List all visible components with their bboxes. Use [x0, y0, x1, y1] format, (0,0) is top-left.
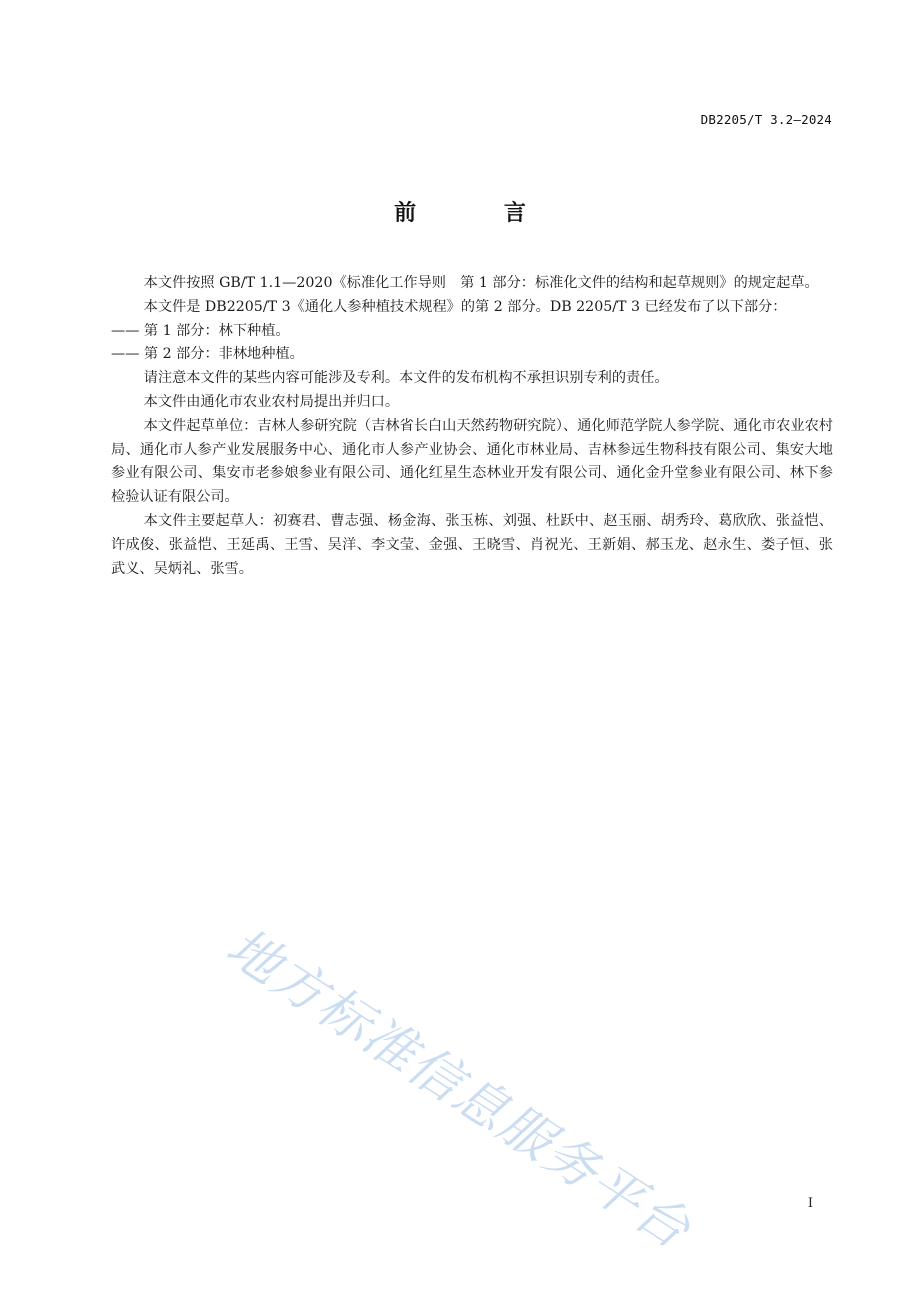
paragraph-patent-notice: 请注意本文件的某些内容可能涉及专利。本文件的发布机构不承担识别专利的责任。 — [143, 370, 669, 387]
page-title: 前 言 — [394, 201, 566, 226]
document-code: DB2205/T 3.2—2024 — [700, 112, 832, 127]
list-item-part-2: —— 第 2 部分：非林地种植。 — [111, 346, 304, 363]
paragraph-part-info: 本文件是 DB2205/T 3《通化人参种植技术规程》的第 2 部分。DB 2205/T 3 已经发布了以下部分： — [143, 298, 787, 315]
list-item-part-1: —— 第 1 部分：林下种植。 — [111, 322, 290, 339]
watermark: 地方标准信息服务平台 — [215, 916, 702, 1262]
paragraph-drafting-units: 本文件起草单位：吉林人参研究院（吉林省长白山天然药物研究院）、通化师范学院人参学院、通化市农业农村局、通化市人参产业发展服务中心、通化市人参产业协会、通化市林业局、吉林参远生物科技有限公司、集安大地参业有限公司、集安市老参娘参业有限公司、通化红星生态林业开发有限公司、通化金升堂参业有限公司、林下参检验认证有限公司。 — [111, 417, 833, 506]
page-number: I — [807, 1196, 813, 1211]
paragraph-proposer: 本文件由通化市农业农村局提出并归口。 — [143, 393, 400, 410]
paragraph-drafters: 本文件主要起草人：初赛君、曹志强、杨金海、张玉栋、刘强、杜跃中、赵玉丽、胡秀玲、葛欣欣、张益恺、许成俊、张益恺、王延禹、王雪、吴洋、李文莹、金强、王晓雪、肖祝光、王新娟、郝玉龙、赵永生、娄子恒、张武义、吴炳礼、张雪。 — [111, 512, 833, 577]
paragraph-drafting-rules: 本文件按照 GB/T 1.1—2020《标准化工作导则 第 1 部分：标准化文件的结构和起草规则》的规定起草。 — [143, 275, 819, 291]
foreword-body — [111, 272, 833, 581]
